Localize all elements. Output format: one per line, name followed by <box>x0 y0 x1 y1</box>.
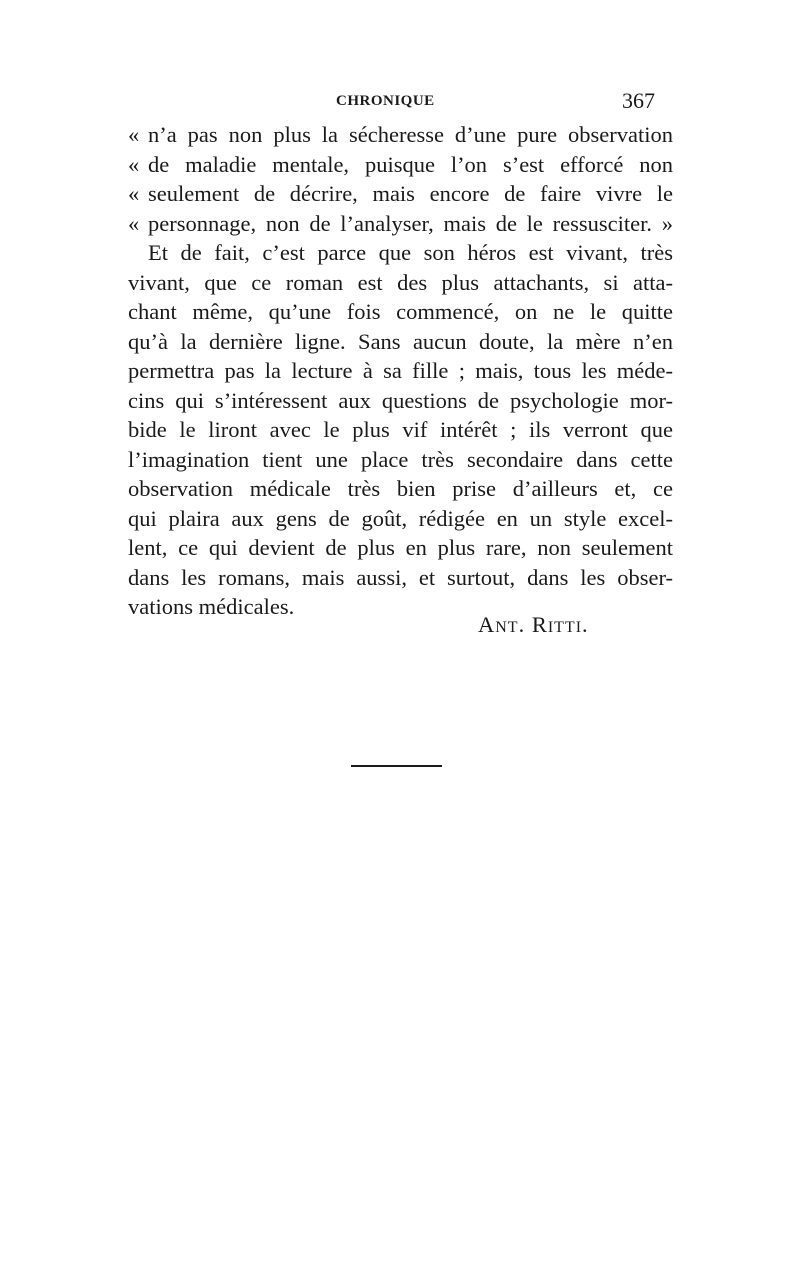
running-title: CHRONIQUE <box>336 93 435 109</box>
paragraph-line: cins qui s’intéressent aux questions de psychologie mor- <box>128 387 673 413</box>
quote-mark: « <box>128 210 140 236</box>
quote-line <box>128 209 673 239</box>
paragraph-line: l’imagination tient une place très secondaire dans cette <box>128 446 673 472</box>
quote-text: n’a pas non plus la sécheresse d’une pure observation <box>148 122 673 147</box>
paragraph-line: qu’à la dernière ligne. Sans aucun doute, la mère n’en <box>128 328 673 354</box>
paragraph-line: qui plaira aux gens de goût, rédigée en un style excel- <box>128 505 673 531</box>
quote-mark: « <box>128 151 140 177</box>
quote-line <box>128 150 673 180</box>
paragraph-line: chant même, qu’une fois commencé, on ne le quitte <box>128 299 673 324</box>
quote-mark: « <box>128 122 140 147</box>
paragraph-line: observation médicale très bien prise d’ailleurs et, ce <box>128 476 673 501</box>
paragraph-line: bide le liront avec le plus vif intérêt ; ils verront que <box>128 417 673 442</box>
author-signature: Ant. Ritti. <box>478 612 589 637</box>
paragraph-line: permettra pas la lecture à sa fille ; mais, tous les méde- <box>128 358 673 383</box>
page-number: 367 <box>622 88 655 113</box>
quote-mark: « <box>128 181 140 206</box>
running-head <box>0 88 800 117</box>
paragraph-line: Et de fait, c’est parce que son héros est vivant, très <box>148 240 673 265</box>
paragraph-line: vivant, que ce roman est des plus attachants, si atta- <box>128 269 673 295</box>
section-divider-rule <box>351 765 442 767</box>
quote-line <box>128 120 673 150</box>
text-block <box>128 120 673 622</box>
quote-text: personnage, non de l’analyser, mais de le ressusciter. » <box>148 210 673 236</box>
paragraph-line: lent, ce qui devient de plus en plus rare, non seulement <box>128 535 673 560</box>
quote-text: seulement de décrire, mais encore de faire vivre le <box>148 181 673 206</box>
paragraph-line: dans les romans, mais aussi, et surtout, dans les obser- <box>128 564 673 590</box>
quote-text: de maladie mentale, puisque l’on s’est efforcé non <box>148 151 673 177</box>
paragraph-line: vations médicales. <box>128 594 295 619</box>
quote-line <box>128 179 673 209</box>
